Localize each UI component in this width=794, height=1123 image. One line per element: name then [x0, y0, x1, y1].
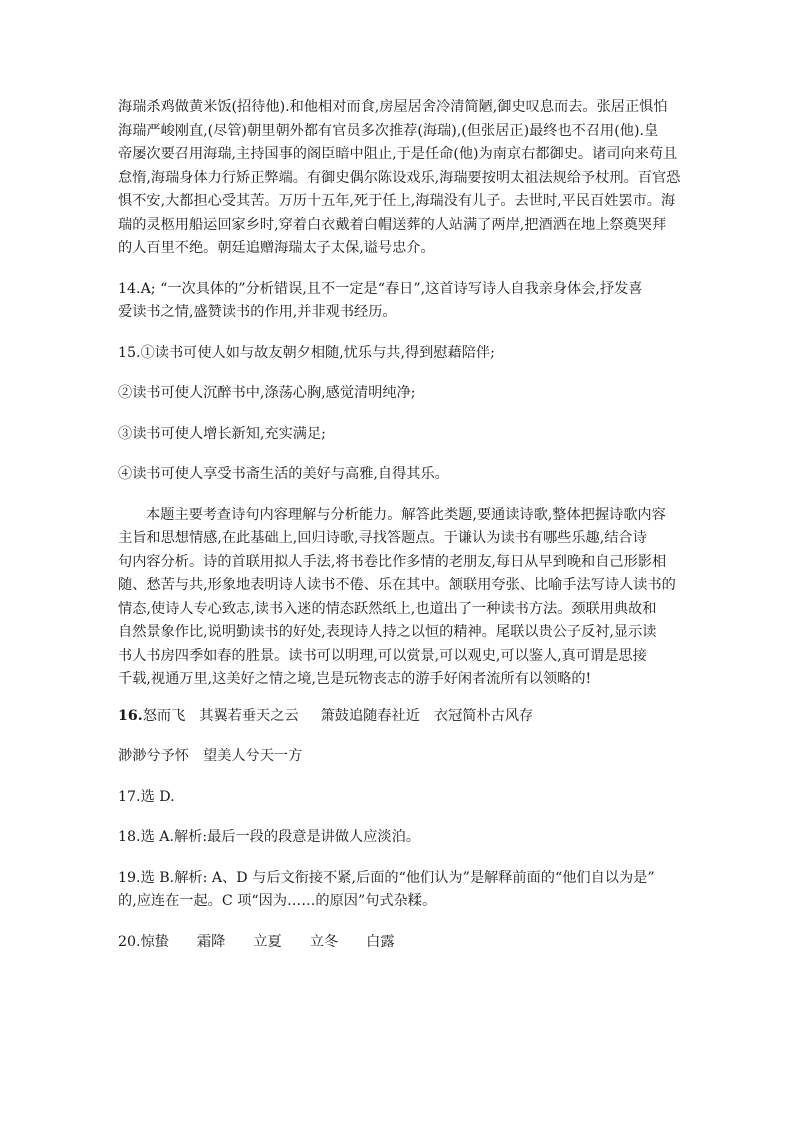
answer-17	[118, 786, 678, 810]
text-line: 17.选 D.	[118, 788, 175, 805]
dictation-item: 怒而飞	[142, 707, 186, 724]
text-line: 自然景象作比,说明勤读书的好处,表现诗人持之以恒的精神。尾联以贵公子反衬,显示读	[118, 624, 657, 640]
text-line: 14.A; “一次具体的”分析错误,且不一定是“春日”,这首诗写诗人自我亲身体会,抒发喜	[118, 280, 643, 297]
text-line: 情态,使诗人专心致志,读书入迷的情态跃然纸上,也道出了一种读书方法。颈联用典故和	[118, 600, 657, 617]
text-line: 爱读书之情,盛赞读书的作用,并非观书经历。	[118, 304, 397, 320]
document-page	[118, 96, 681, 954]
answer-19	[118, 867, 678, 914]
text-line: ③读书可使人增长新知,充实满足;	[118, 425, 326, 442]
text-line: 15.①读书可使人如与故友朝夕相随,忧乐与共,得到慰藉陪伴;	[118, 344, 495, 361]
text-line: 海瑞严峻刚直,(尽管)朝里朝外都有官员多次推荐(海瑞),(但张居正)最终也不召用(他).皇	[118, 122, 659, 139]
dictation-item: 衣冠简朴古风存	[433, 707, 534, 724]
analysis-paragraph	[118, 504, 678, 692]
answer-20	[118, 931, 678, 955]
text-line: 18.选 A.解析:最后一段的段意是讲做人应淡泊。	[118, 829, 420, 845]
answer-16-row-2	[118, 745, 678, 769]
solar-term: 白露	[366, 933, 395, 950]
text-line: 的,应连在一起。C 项“因为……的原因”句式杂糅。	[118, 893, 437, 909]
text-line	[118, 931, 678, 955]
answer-15-item-2	[118, 382, 678, 406]
answer-18	[118, 826, 678, 850]
answer-16-row-1	[118, 705, 678, 729]
solar-term: 立冬	[309, 933, 339, 950]
solar-term: 霜降	[196, 933, 226, 950]
text-line: ②读书可使人沉醉书中,涤荡心胸,感觉清明纯净;	[118, 385, 416, 401]
dictation-item: 望美人兮天一方	[202, 748, 303, 764]
text-line: 帝屡次要召用海瑞,主持国事的阁臣暗中阻止,于是任命(他)为南京右都御史。诸司向来苟且	[118, 146, 678, 162]
answer-15-item-3	[118, 423, 678, 447]
text-line: 句内容分析。诗的首联用拟人手法,将书卷比作多情的老朋友,每日从早到晚和自己形影相	[118, 553, 667, 570]
text-line: 随、愁苦与共,形象地表明诗人读书不倦、乐在其中。颔联用夸张、比喻手法写诗人读书的	[118, 577, 676, 593]
text-line: 瑞的灵柩用船运回家乡时,穿着白衣戴着白帽送葬的人站满了两岸,把酒洒在地上祭奠哭拜	[118, 216, 667, 233]
answer-15-item-4	[118, 463, 678, 487]
text-line: 的人百里不绝。朝廷追赠海瑞太子太保,谥号忠介。	[118, 240, 435, 256]
translation-paragraph	[118, 96, 681, 261]
text-line: 惧不安,大都担心受其苦。万历十五年,死于任上,海瑞没有儿子。去世时,平民百姓罢市。海	[118, 193, 676, 209]
question-number: 20.	[118, 933, 141, 950]
question-number: 16.	[118, 707, 143, 724]
text-line: 怠惰,海瑞身体力行矫正弊端。有御史偶尔陈设戏乐,海瑞要按明太祖法规给予杖刑。百官恐	[118, 169, 681, 186]
text-line: 19.选 B.解析: A、D 与后文衔接不紧,后面的“他们认为”是解释前面的“他们自以为是”	[118, 869, 655, 886]
text-line	[118, 705, 678, 729]
text-line: 主旨和思想情感,在此基础上,回归诗歌,寻找答题点。于谦认为读书有哪些乐趣,结合诗	[118, 530, 647, 546]
dictation-item: 箫鼓追随春社近	[320, 707, 420, 724]
dictation-item: 渺渺兮予怀	[118, 748, 189, 764]
solar-term: 立夏	[253, 933, 282, 950]
answer-14	[118, 278, 678, 325]
solar-term: 惊蛰	[140, 933, 169, 950]
text-line: ④读书可使人享受书斋生活的美好与高雅,自得其乐。	[118, 466, 449, 482]
answer-15-item-1	[118, 342, 678, 366]
text-line: 书人书房四季如春的胜景。读书可以明理,可以赏景,可以观史,可以鉴人,真可谓是思接	[118, 647, 647, 664]
dictation-item: 其翼若垂天之云	[199, 707, 299, 724]
text-line: 海瑞杀鸡做黄米饭(招待他).和他相对而食,房屋居舍冷清简陋,御史叹息而去。张居正惧怕	[118, 99, 668, 115]
text-line: 本题主要考查诗句内容理解与分析能力。解答此类题,要通读诗歌,整体把握诗歌内容	[146, 506, 666, 523]
text-line	[118, 745, 678, 769]
text-line: 千载,视通万里,这美好之情之境,岂是玩物丧志的游手好闲者流所有以领略的!	[118, 671, 592, 687]
